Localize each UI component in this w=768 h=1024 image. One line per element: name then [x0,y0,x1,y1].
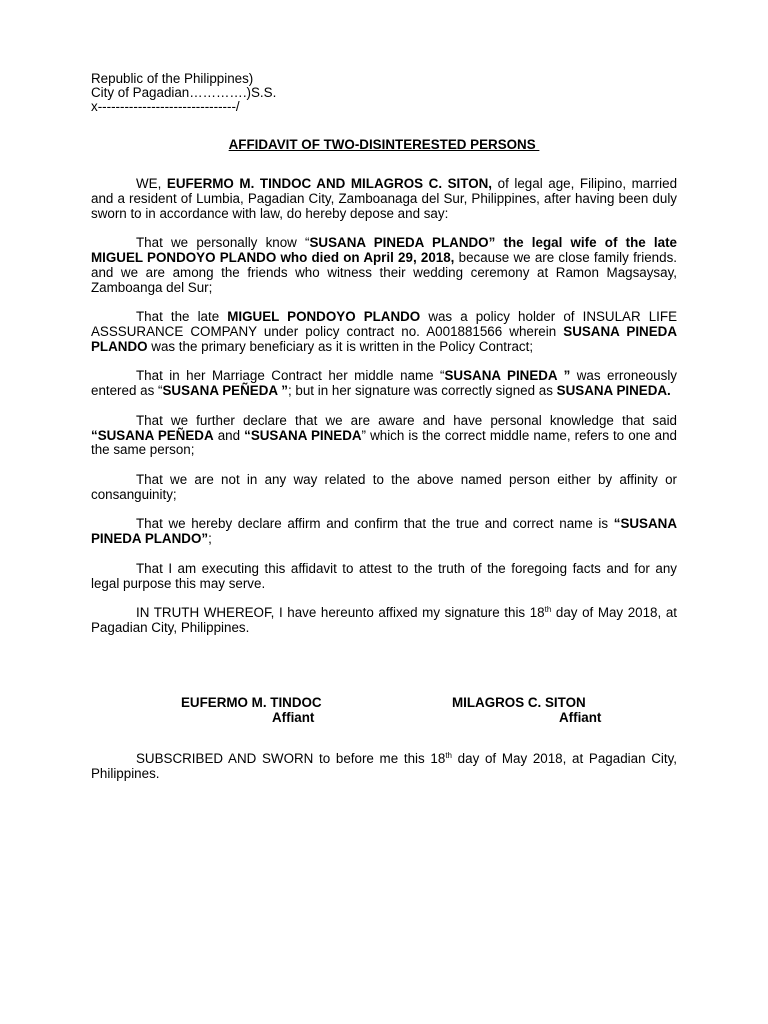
ordinal-suffix: th [544,605,552,615]
affidavit-paragraph [91,236,677,295]
affidavit-paragraph [91,606,677,636]
text-run: WE, [136,176,167,191]
bold-text: “SUSANA PINEDA [244,427,362,443]
affiant-name: EUFERMO M. TINDOC [181,695,322,710]
signature-block-tindoc [181,696,322,725]
text-run: ” which is the correct middle name, refers to one and the same person; [91,427,677,458]
header-line-rule: x-------------------------------/ [91,99,240,115]
affidavit-paragraph [91,310,677,354]
bold-text: MIGUEL PONDOYO PLANDO [227,309,421,325]
text-run: SUBSCRIBED AND SWORN to before me this 18 [136,751,446,766]
text-run: ; but in her signature was correctly signed as [287,383,557,399]
text-run: of legal age, Filipino, married and a resident of Lumbia, Pagadian City, Zamboanaga del Sur, Philippines, after having been duly sworn to in accordance with law, do hereby depose and say: [91,176,678,221]
text-run: That we further declare that we are aware and have personal knowledge that said [136,412,677,428]
signature-block-siton [452,696,601,725]
bold-text: SUSANA PINEDA ” [444,368,571,384]
text-run: was the primary beneficiary as it is written in the Policy Contract; [147,338,534,354]
affidavit-paragraph [91,562,677,592]
affidavit-paragraph [91,177,677,221]
bold-text: SUSANA PINEDA PLANDO” the legal wife of the late MIGUEL PONDOYO PLANDO who died on April 29, 2018, [91,235,677,265]
text-run: because we are close family friends. and we are among the friends who witness their wedding ceremony at Ramon Magsaysay, Zamboanga del Sur; [91,249,677,295]
affidavit-paragraph [91,369,677,399]
header-line-republic: Republic of the Philippines) [91,71,254,86]
text-run: That we hereby declare affirm and confirm that the true and correct name is [136,516,614,532]
bold-text: EUFERMO M. TINDOC AND MILAGROS C. SITON, [166,176,493,191]
affidavit-paragraph [91,473,677,503]
text-run: That we personally know “ [136,235,310,251]
bold-text: “SUSANA PINEDA PLANDO” [91,516,677,547]
text-run: That we are not in any way related to the above named person either by affinity or consanguinity; [91,471,677,502]
text-run: That I am executing this affidavit to attest to the truth of the foregoing facts and for any legal purpose this may serve. [91,560,677,591]
affiant-label: Affiant [272,709,315,725]
text-run: was erroneously entered as “ [91,368,677,399]
text-run: and [213,427,245,443]
text-run: That in her Marriage Contract her middle name “ [136,368,445,384]
text-run: That the late [136,309,228,325]
bold-text: SUSANA PINEDA. [556,383,671,399]
text-run: day of May 2018, at Pagadian City, Philippines. [91,605,677,635]
affidavit-paragraph [91,414,677,458]
jurat-paragraph [91,752,677,782]
header-line-city: City of Pagadian………….)S.S. [91,85,277,101]
document-title: AFFIDAVIT OF TWO-DISINTERESTED PERSONS [228,137,540,152]
text-run: ; [208,531,212,547]
text-run: IN TRUTH WHEREOF, I have hereunto affixed my signature this 18 [136,605,545,621]
affiant-label: Affiant [559,709,602,725]
bold-text: “SUSANA PEÑEDA [91,427,214,443]
affidavit-paragraph [91,517,677,547]
affidavit-body [91,177,677,651]
text-run: day of May 2018, at Pagadian City, Philippines. [91,751,678,781]
jurat-block [91,752,677,796]
text-run: was a policy holder of INSULAR LIFE ASSSURANCE COMPANY under policy contract no. A001881566 wherein [91,309,677,339]
ordinal-suffix: th [445,751,452,760]
affiant-name: MILAGROS C. SITON [452,695,586,710]
venue-header [91,72,276,115]
bold-text: SUSANA PEÑEDA ” [162,383,288,399]
bold-text: SUSANA PINEDA PLANDO [91,323,677,354]
